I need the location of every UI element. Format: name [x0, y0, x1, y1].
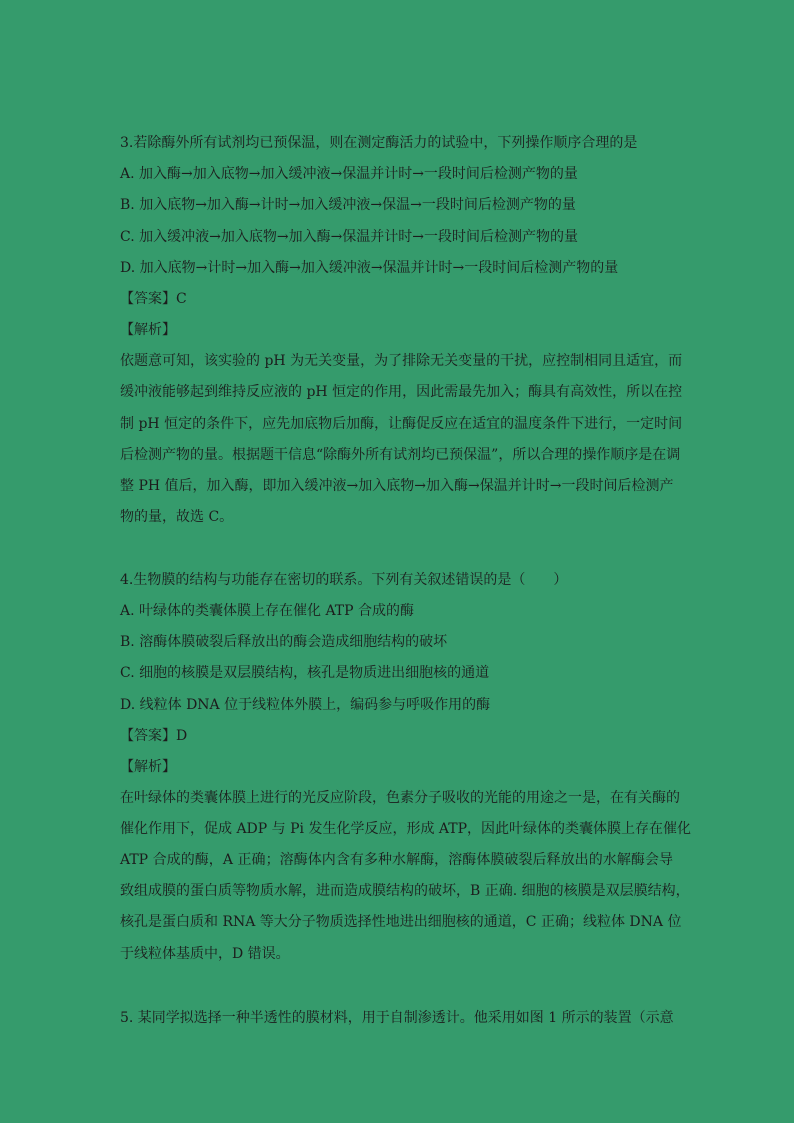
q3-option-b: B. 加入底物→加入酶→计时→加入缓冲液→保温→一段时间后检测产物的量	[120, 197, 576, 213]
q3-analysis-line: 制 pH 恒定的条件下，应先加底物后加酶，让酶促反应在适宜的温度条件下进行，一定时间	[120, 416, 683, 432]
q4-option-c: C. 细胞的核膜是双层膜结构，核孔是物质进出细胞核的通道	[120, 665, 490, 681]
q3-option-c: C. 加入缓冲液→加入底物→加入酶→保温并计时→一段时间后检测产物的量	[120, 229, 579, 245]
q4-option-d: D. 线粒体 DNA 位于线粒体外膜上，编码参与呼吸作用的酶	[120, 697, 491, 713]
q3-answer: 【答案】C	[120, 291, 187, 307]
q4-analysis-line: ATP 合成的酶，A 正确；溶酶体内含有多种水解酶，溶酶体膜破裂后释放出的水解酶会导	[120, 852, 673, 868]
q4-analysis-line: 在叶绿体的类囊体膜上进行的光反应阶段，色素分子吸收的光能的用途之一是，在有关酶的	[120, 790, 680, 806]
q4-analysis-line: 核孔是蛋白质和 RNA 等大分子物质选择性地进出细胞核的通道，C 正确；线粒体 DNA 位	[120, 914, 682, 930]
q3-analysis-line: 缓冲液能够起到维持反应液的 pH 恒定的作用，因此需最先加入；酶具有高效性，所以在控	[120, 384, 683, 400]
q4-option-b: B. 溶酶体膜破裂后释放出的酶会造成细胞结构的破坏	[120, 634, 448, 650]
q4-answer: 【答案】D	[120, 728, 188, 744]
q3-analysis-line: 物的量，故选 C。	[120, 509, 234, 525]
q4-option-a: A. 叶绿体的类囊体膜上存在催化 ATP 合成的酶	[120, 603, 415, 619]
q3-analysis-label: 【解析】	[120, 322, 176, 338]
q4-analysis-line: 致组成膜的蛋白质等物质水解，进而造成膜结构的破坏，B 正确. 细胞的核膜是双层膜结构，	[120, 883, 690, 899]
q3-option-d: D. 加入底物→计时→加入酶→加入缓冲液→保温并计时→一段时间后检测产物的量	[120, 260, 619, 276]
q4-analysis-line: 催化作用下，促成 ADP 与 Pi 发生化学反应，形成 ATP，因此叶绿体的类囊体膜上存在催化	[120, 821, 692, 837]
q4-stem: 4.生物膜的结构与功能存在密切的联系。下列有关叙述错误的是（ ）	[120, 572, 568, 588]
q3-stem: 3.若除酶外所有试剂均已预保温，则在测定酶活力的试验中，下列操作顺序合理的是	[120, 135, 638, 151]
q4-analysis-line: 于线粒体基质中，D 错误。	[120, 946, 290, 962]
q3-analysis-line: 后检测产物的量。根据题干信息“除酶外所有试剂均已预保温”，所以合理的操作顺序是在调	[120, 447, 681, 463]
q3-analysis-line: 依题意可知，该实验的 pH 为无关变量，为了排除无关变量的干扰，应控制相同且适宜，而	[120, 353, 683, 369]
q4-analysis-label: 【解析】	[120, 759, 176, 775]
q5-stem: 5. 某同学拟选择一种半透性的膜材料，用于自制渗透计。他采用如图 1 所示的装置（示意	[120, 1010, 674, 1026]
q3-analysis-line: 整 PH 值后，加入酶，即加入缓冲液→加入底物→加入酶→保温并计时→一段时间后检测产	[120, 478, 674, 494]
q3-option-a: A. 加入酶→加入底物→加入缓冲液→保温并计时→一段时间后检测产物的量	[120, 166, 578, 182]
